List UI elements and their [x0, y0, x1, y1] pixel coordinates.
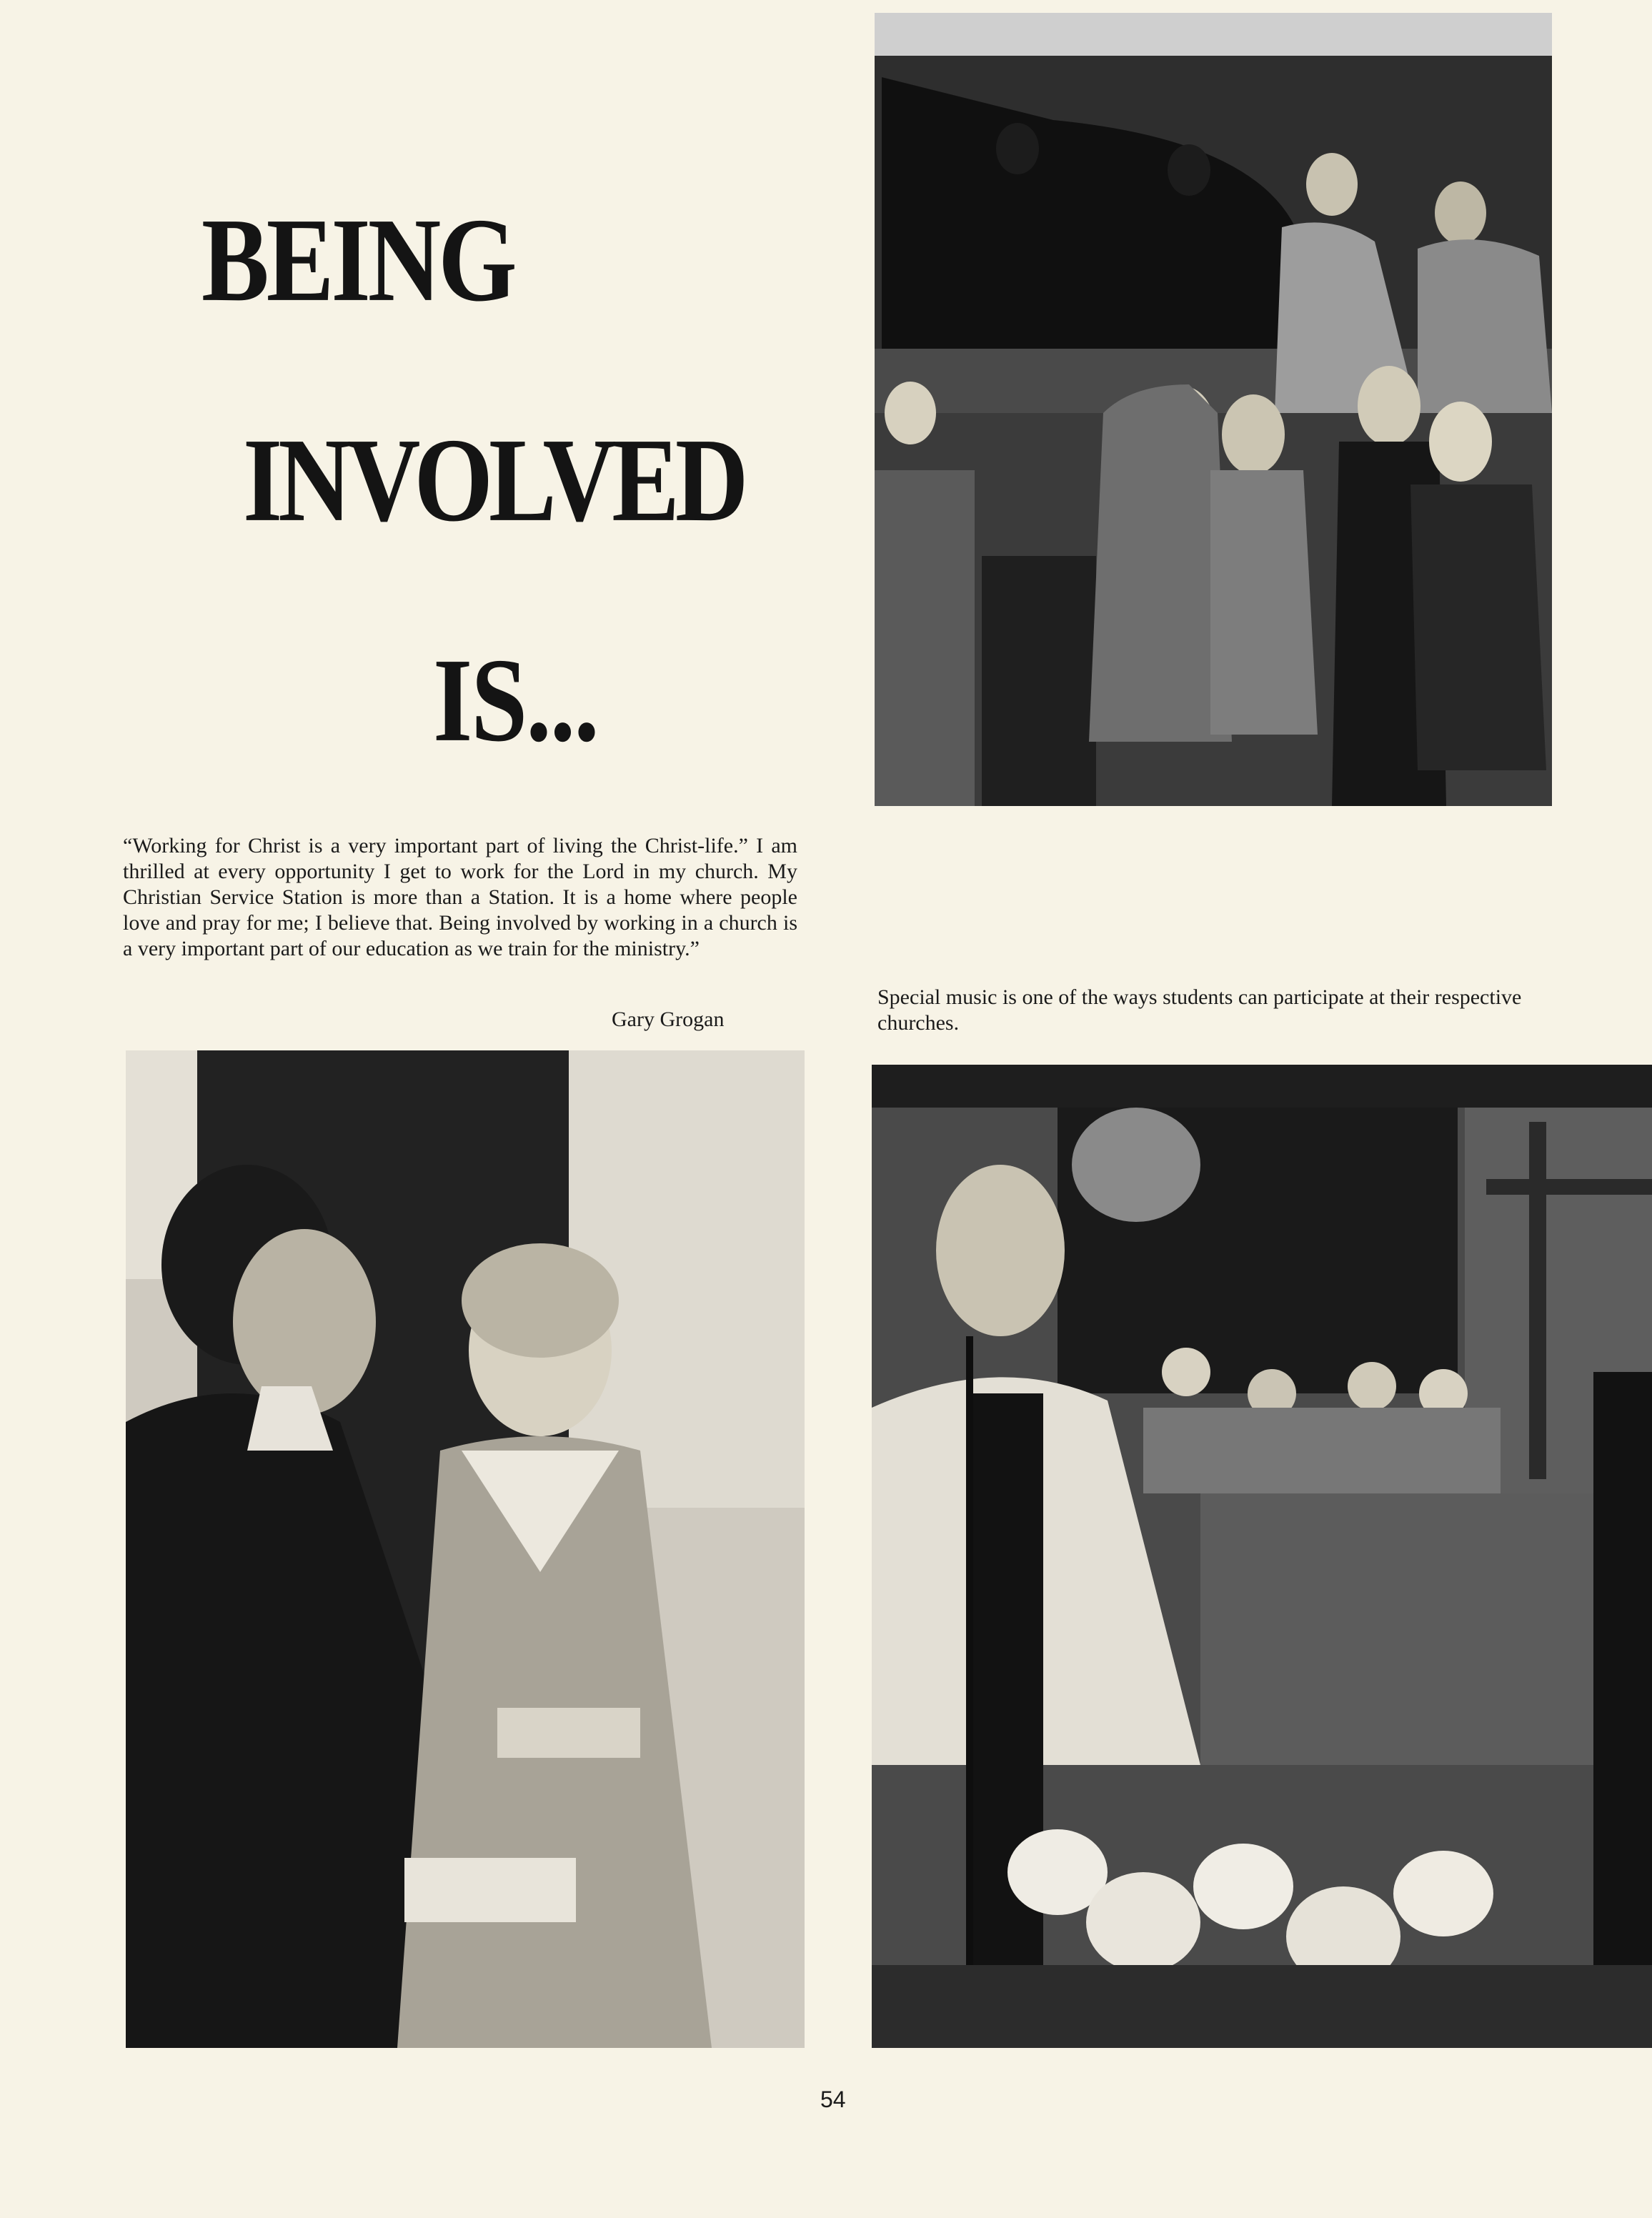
headline-being: BEING [201, 193, 514, 327]
quote-text: “Working for Christ is a very important part of living the Christ-life.” I am thrilled at every opportunity I get to work for the Lord in my church. My Christian Service Station is more than a Station. It is a home where people love and pray for me; I believe that. Being involved by working in a church is a very important part of our education as we train for the ministry.” [123, 834, 797, 960]
photo-choir-singers [875, 13, 1552, 806]
photo-student-and-choir-member [126, 1050, 805, 2048]
photo-singer-at-microphone [872, 1065, 1652, 2048]
page-number: 54 [820, 2087, 846, 2112]
photo-caption: Special music is one of the ways students can participate at their respective churches. [877, 985, 1522, 1035]
quote-author: Gary Grogan [612, 1008, 725, 1031]
headline-is: IS... [433, 633, 598, 767]
headline-involved: INVOLVED [243, 413, 745, 547]
